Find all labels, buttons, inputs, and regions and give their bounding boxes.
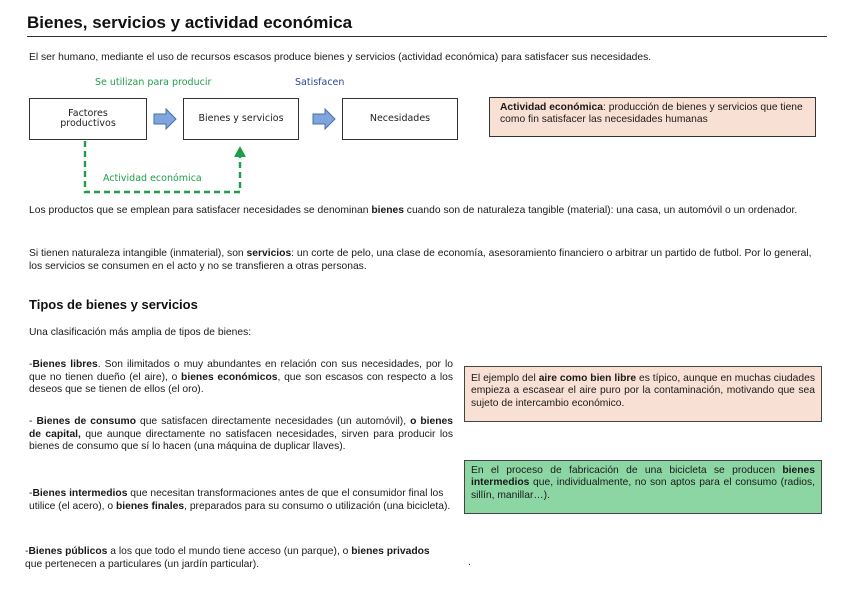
item-bienes-publicos — [25, 546, 449, 571]
note-text: En el proceso de fabricación de una bicicleta se producen — [471, 465, 783, 476]
term-bienes-capital: o bienes de capital, — [29, 416, 453, 440]
note-text: El ejemplo del — [471, 373, 539, 384]
label-satisfy: Satisfacen — [295, 77, 345, 88]
note-term-intermedios: bienes intermedios — [471, 465, 815, 489]
note-bicicleta-box — [464, 460, 822, 514]
box-factores-line2: productivos — [60, 118, 116, 129]
item-dash: - — [29, 416, 37, 427]
item-text: , que son escasos con respecto a los deseos que se tienen de ellos (el oro). — [29, 371, 453, 396]
intro-paragraph: El ser humano, mediante el uso de recursos escasos produce bienes y servicios (actividad económica) para satisfacer sus necesidades. — [29, 52, 652, 63]
box-bienes-servicios: Bienes y servicios — [183, 98, 299, 140]
right-arrow-icon — [154, 109, 176, 129]
bienes-paragraph — [29, 205, 825, 218]
item-dash: - — [25, 546, 29, 557]
right-arrow-icon — [313, 109, 335, 129]
item-text: que necesitan transformaciones antes de que el consumidor final los utilice (el acero), o — [29, 488, 444, 512]
definition-term: Actividad económica — [500, 102, 603, 113]
note-term-aire: aire como bien libre — [538, 373, 637, 384]
term-bienes-publicos: Bienes públicos — [28, 546, 108, 557]
definition-text: : producción de bienes y servicios que tiene como fin satisfacer las necesidades humanas — [500, 102, 803, 126]
term-bienes-intermedios: Bienes intermedios — [32, 488, 128, 499]
bienes-term: bienes — [371, 205, 404, 216]
term-bienes-economicos: bienes económicos — [181, 371, 278, 383]
label-actividad-economica-loop: Actividad económica — [103, 173, 202, 184]
item-text: , preparados para su consumo o utilización (una bicicleta). — [184, 500, 451, 512]
section-subtitle: Tipos de bienes y servicios — [29, 297, 198, 312]
item-text: que aunque directamente no satisfacen necesidades, sirven para producir los bienes de consumo que sí lo hacen (una máquina de duplicar llaves). — [29, 428, 454, 453]
dashed-loop — [85, 141, 246, 192]
stray-dot: . — [468, 557, 471, 568]
note-aire-box — [464, 366, 822, 422]
bienes-text-pre: Los productos que se emplean para satisfacer necesidades se denominan — [29, 205, 372, 216]
item-text: que pertenecen a particulares (un jardín particular). — [25, 558, 260, 570]
term-bienes-libres: Bienes libres — [32, 359, 98, 370]
note-text: es típico, aunque en muchas ciudades empieza a escasear el aire puro por la contaminación, motivando que sea sujeto de intercambio económico. — [471, 373, 815, 409]
classification-intro: Una clasificación más amplia de tipos de bienes: — [29, 327, 252, 338]
page-title: Bienes, servicios y actividad económica — [27, 13, 353, 32]
item-text: a los que todo el mundo tiene acceso (un parque), o — [107, 546, 352, 557]
servicios-text-pre: Si tienen naturaleza intangible (inmaterial), son — [29, 248, 247, 259]
item-bienes-consumo — [29, 416, 453, 454]
term-bienes-consumo: Bienes de consumo — [36, 416, 136, 427]
box-factores-line1: Factores — [68, 108, 108, 119]
item-bienes-libres — [29, 359, 453, 397]
term-bienes-finales: bienes finales — [116, 500, 185, 512]
item-dash: - — [29, 488, 33, 499]
item-dash: - — [29, 359, 33, 370]
bienes-text-post: cuando son de naturaleza tangible (material): una casa, un automóvil o un ordenador. — [403, 205, 798, 216]
definition-box — [489, 97, 816, 137]
item-text: . Son ilimitados o muy abundantes en relación con sus necesidades, por lo que no tienen dueño (el aire), o — [29, 359, 453, 383]
term-bienes-privados: bienes privados — [351, 546, 430, 557]
item-text: que satisfacen directamente necesidades (un automóvil), — [135, 416, 411, 427]
note-text: que, individualmente, no son aptos para el consumo (radios, sillín, manillar…). — [471, 477, 815, 501]
label-used-to-produce: Se utilizan para producir — [95, 77, 212, 88]
item-bienes-intermedios — [29, 488, 453, 513]
servicios-paragraph — [29, 248, 825, 273]
servicios-text-post: : un corte de pelo, una clase de economía, asesoramiento financiero o arbitrar un partido de futbol. Por lo general, los servicios se consumen en el acto y no se transfieren a otras personas. — [29, 248, 812, 272]
servicios-term: servicios — [246, 248, 292, 259]
box-necesidades: Necesidades — [342, 98, 458, 140]
